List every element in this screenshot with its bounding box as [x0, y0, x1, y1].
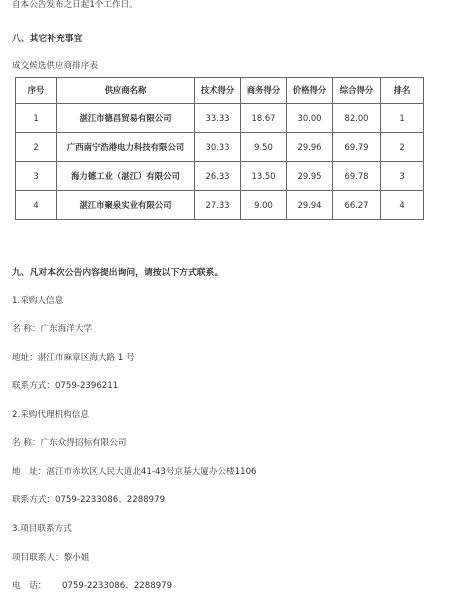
cell-total-score: 66.27 [333, 191, 381, 220]
cell-business-score: 9.50 [241, 133, 287, 162]
cell-price-score: 29.95 [287, 162, 333, 191]
cell-index: 2 [16, 133, 57, 162]
cell-total-score: 82.00 [333, 104, 381, 133]
header-supplier-name: 供应商名称 [57, 78, 195, 104]
cell-index: 3 [16, 162, 57, 191]
header-total-score: 综合得分 [333, 78, 381, 104]
project-contact-title: 3.项目联系方式 [12, 524, 72, 534]
project-phone-value: 0759-2233086、2288979 [62, 581, 173, 591]
cell-technical-score: 27.33 [195, 191, 241, 220]
table-caption: 成交候选供应商排序表 [12, 61, 98, 71]
header-technical-score: 技术得分 [195, 78, 241, 104]
header-price-score: 价格得分 [287, 78, 333, 104]
supplier-ranking-table [15, 77, 424, 220]
cell-index: 1 [16, 104, 57, 133]
purchaser-address: 地址：湛江市麻章区海大路 1 号 [12, 353, 135, 363]
header-business-score: 商务得分 [241, 78, 287, 104]
agency-name: 名 称：广东众得招标有限公司 [12, 438, 127, 448]
cell-technical-score: 26.33 [195, 162, 241, 191]
cell-rank: 3 [381, 162, 424, 191]
purchaser-contact: 联系方式：0759-2396211 [12, 381, 119, 391]
cell-index: 4 [16, 191, 57, 220]
cell-rank: 1 [381, 104, 424, 133]
table-row [16, 104, 424, 133]
cell-price-score: 29.96 [287, 133, 333, 162]
agency-title: 2.采购代理机构信息 [12, 410, 89, 420]
cell-total-score: 69.79 [333, 133, 381, 162]
table-row [16, 162, 424, 191]
purchaser-title: 1.采购人信息 [12, 296, 64, 306]
cell-technical-score: 33.33 [195, 104, 241, 133]
cell-price-score: 29.94 [287, 191, 333, 220]
cell-rank: 2 [381, 133, 424, 162]
header-index: 序号 [16, 78, 57, 104]
cell-total-score: 69.78 [333, 162, 381, 191]
project-contact-person: 项目联系人：黎小姐 [12, 553, 90, 563]
table-header-row [16, 78, 424, 104]
agency-contact: 联系方式：0759-2233086、2288979 [12, 495, 166, 505]
cell-supplier-name: 广西南宁浩港电力科技有限公司 [57, 133, 195, 162]
project-phone-label: 电 话： [12, 581, 47, 591]
cell-technical-score: 30.33 [195, 133, 241, 162]
section-9-heading: 九、凡对本次公告内容提出询问，请按以下方式联系。 [12, 268, 224, 278]
cell-business-score: 13.50 [241, 162, 287, 191]
intro-line: 自本公告发布之日起1个工作日。 [12, 0, 138, 10]
purchaser-name: 名 称：广东海洋大学 [12, 324, 93, 334]
cell-supplier-name: 湛江市聚泉实业有限公司 [57, 191, 195, 220]
cell-rank: 4 [381, 191, 424, 220]
agency-address: 地 址：湛江市赤坎区人民大道北41-43号京基大厦办公楼1106 [12, 467, 257, 477]
table-row [16, 133, 424, 162]
cell-price-score: 30.00 [287, 104, 333, 133]
section-8-heading: 八、其它补充事宜 [12, 34, 83, 44]
table-row [16, 191, 424, 220]
cell-business-score: 9.00 [241, 191, 287, 220]
header-rank: 排名 [381, 78, 424, 104]
cell-supplier-name: 海力德工业（湛江）有限公司 [57, 162, 195, 191]
cell-business-score: 18.67 [241, 104, 287, 133]
cell-supplier-name: 湛江市德昌贸易有限公司 [57, 104, 195, 133]
